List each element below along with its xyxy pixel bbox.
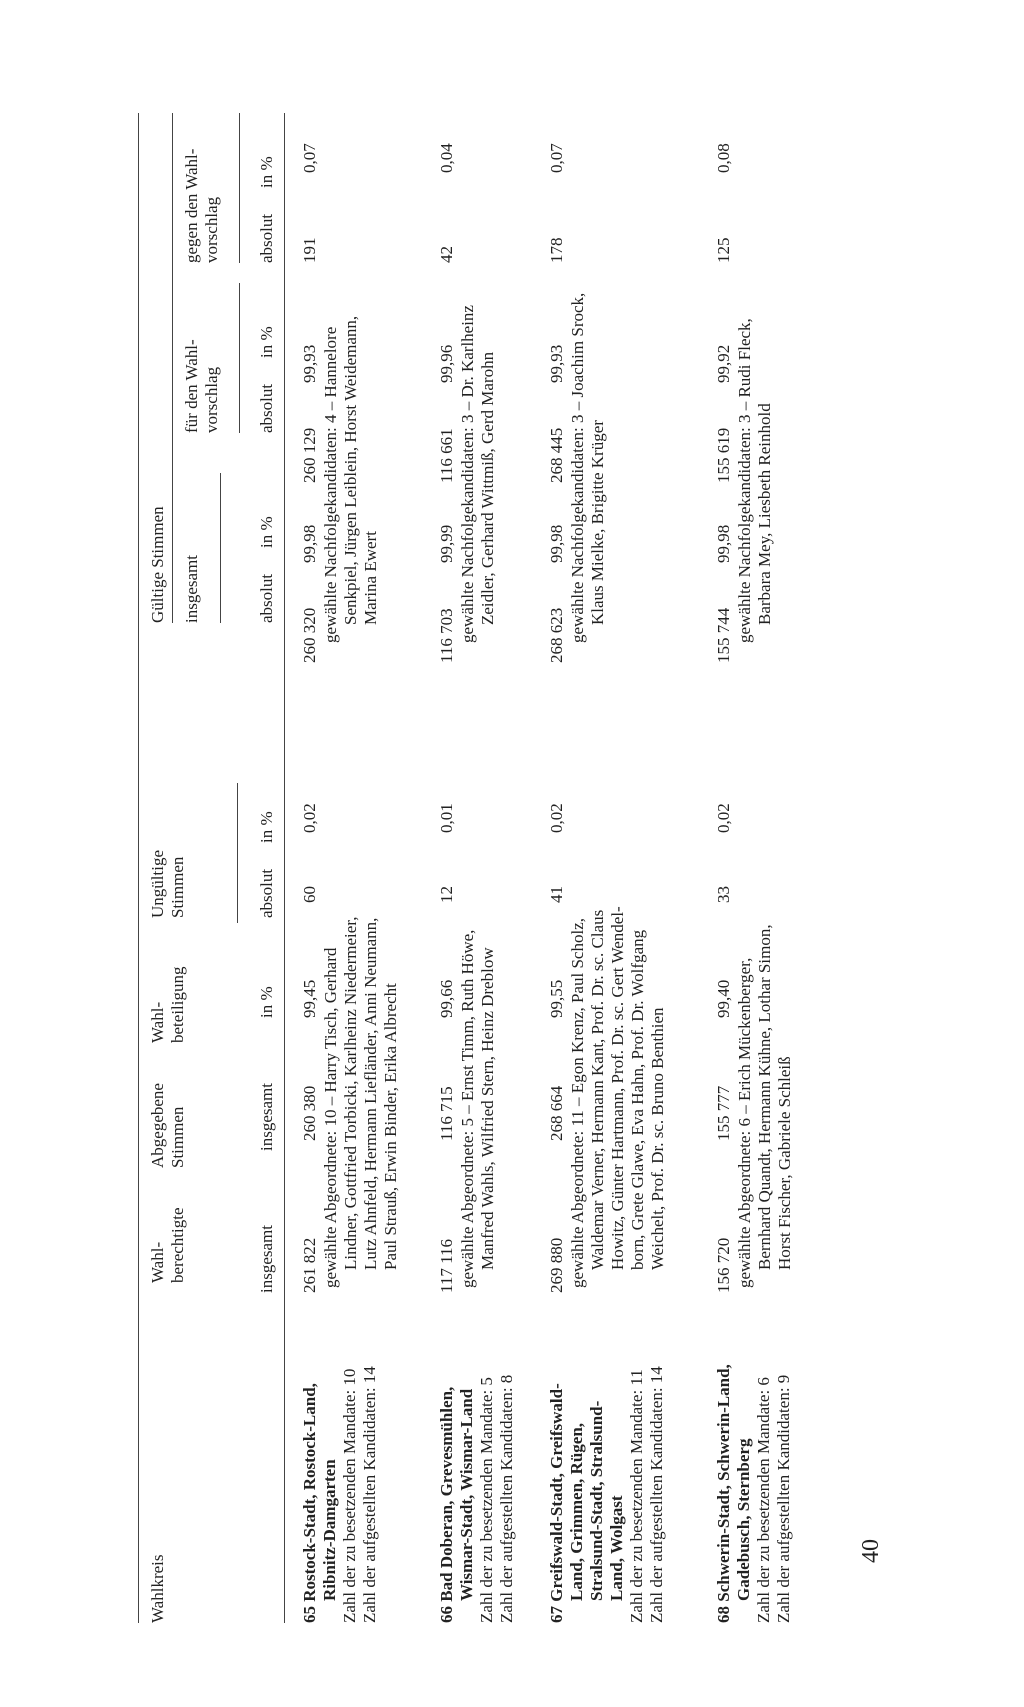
header-bottom-rule	[284, 113, 285, 1623]
row-65-wahlberechtigte: 261 822	[300, 1237, 319, 1293]
row-67-abgeordnete: gewählte Abgeordnete: 11 – Egon Krenz, Paul Scholz, Waldemar Verner, Hermann Kant, Prof. Dr. sc. Claus Howitz, Günter Hartmann, Prof. Dr. sc. Gert Wendel- born, Grete Glawe, Eva Hahn, Prof. Dr. Wolfgang Weichelt, Prof. Dr. sc. Bruno Benthien	[568, 906, 668, 1288]
row-65-gue-abs: 260 320	[300, 607, 319, 663]
sub-in-pct-5: in %	[257, 156, 276, 188]
row-67-wahlkreis: 67 Greifswald-Stadt, Greifswald- Land, Grimmen, Rügen, Stralsund-Stadt, Stralsund- Land, Wolgast Zahl der zu besetzenden Mandate: 11 Zahl der aufgestellten Kandidaten: 14	[547, 1366, 667, 1623]
row-65-ung-pct: 0,02	[300, 803, 319, 833]
row-68-fuer-abs: 155 619	[714, 427, 733, 483]
header-gueltige: Gültige Stimmen	[148, 506, 167, 623]
row-65-fuer-abs: 260 129	[300, 427, 319, 483]
row-68-abgeordnete: gewählte Abgeordnete: 6 – Erich Mückenberger, Bernhard Quandt, Hermann Kühne, Lothar Simon, Horst Fischer, Gabriele Schleiß	[735, 924, 795, 1288]
rule-gueltige-insgesamt	[220, 473, 221, 623]
row-66-wahlkreis: 66 Bad Doberan, Grevesmühlen, Wismar-Stadt, Wismar-Land Zahl der zu besetzenden Mandate: 5 Zahl der aufgestellten Kandidaten: 8	[437, 1374, 517, 1623]
sub-insgesamt-2: insgesamt	[257, 1083, 276, 1151]
row-65-gue-pct: 99,98	[300, 524, 319, 563]
row-66-beteiligung: 99,66	[437, 979, 456, 1018]
row-67-gegen-pct: 0,07	[547, 143, 566, 173]
rule-gegen	[239, 113, 240, 263]
row-66-nachfolge: gewählte Nachfolgekandidaten: 3 – Dr. Karlheinz Zeidler, Gerhard Wittmiß, Gerd Marohn	[458, 305, 498, 643]
row-65-nachfolge: gewählte Nachfolgekandidaten: 4 – Hannelore Senkpiel, Jürgen Leiblein, Horst Weidemann, Marina Ewert	[321, 315, 381, 643]
header-insgesamt-group: insgesamt	[182, 555, 201, 623]
row-66-fuer-abs: 116 661	[437, 428, 456, 483]
row-65-abgeordnete: gewählte Abgeordnete: 10 – Harry Tisch, Gerhard Lindner, Gottfried Torbicki, Karlheinz Niedermeier, Lutz Ahnfeld, Hermann Liefländer, Anni Neumann, Paul Strauß, Erwin Binder, Erika Albrecht	[321, 916, 401, 1288]
row-66-ung-abs: 12	[437, 886, 456, 903]
header-gegen: gegen den Wahl- vorschlag	[182, 148, 221, 263]
sub-in-pct-2: in %	[257, 811, 276, 843]
sub-insgesamt-1: insgesamt	[257, 1225, 276, 1293]
row-67-nachfolge: gewählte Nachfolgekandidaten: 3 – Joachim Srock, Klaus Mielke, Brigitte Krüger	[568, 292, 608, 643]
row-65-wahlkreis: 65 Rostock-Stadt, Rostock-Land, Ribnitz-Damgarten Zahl der zu besetzenden Mandate: 10 Zahl der aufgestellten Kandidaten: 14	[300, 1366, 380, 1623]
row-67-ung-abs: 41	[547, 886, 566, 903]
row-67-beteiligung: 99,55	[547, 979, 566, 1018]
row-67-fuer-pct: 99,93	[547, 344, 566, 383]
row-67-abgegebene: 268 664	[547, 1085, 566, 1141]
rotated-table-page	[132, 83, 892, 1623]
row-68-abgegebene: 155 777	[714, 1085, 733, 1141]
row-68-ung-pct: 0,02	[714, 803, 733, 833]
sub-in-pct-1: in %	[257, 986, 276, 1018]
row-68-wahlberechtigte: 156 720	[714, 1237, 733, 1293]
row-67-fuer-abs: 268 445	[547, 427, 566, 483]
row-68-gegen-pct: 0,08	[714, 143, 733, 173]
row-67-gue-abs: 268 623	[547, 607, 566, 663]
sub-absolut-4: absolut	[257, 213, 276, 263]
rule-fuer	[239, 283, 240, 433]
row-67-gue-pct: 99,98	[547, 524, 566, 563]
sub-absolut-1: absolut	[257, 868, 276, 918]
row-67-wahlberechtigte: 269 880	[547, 1237, 566, 1293]
row-65-ung-abs: 60	[300, 886, 319, 903]
header-abgegebene: Abgegebene Stimmen	[148, 1083, 187, 1168]
top-rule	[138, 113, 139, 1623]
row-68-gue-pct: 99,98	[714, 524, 733, 563]
row-66-gegen-abs: 42	[437, 246, 456, 263]
row-66-abgegebene: 116 715	[437, 1086, 456, 1141]
row-65-gegen-abs: 191	[300, 237, 319, 263]
row-66-ung-pct: 0,01	[437, 803, 456, 833]
row-65-beteiligung: 99,45	[300, 979, 319, 1018]
row-66-gegen-pct: 0,04	[437, 143, 456, 173]
sub-absolut-2: absolut	[257, 573, 276, 623]
row-68-nachfolge: gewählte Nachfolgekandidaten: 3 – Rudi Fleck, Barbara Mey, Liesbeth Reinhold	[735, 318, 775, 643]
page-number: 40	[858, 1539, 884, 1563]
sub-in-pct-3: in %	[257, 516, 276, 548]
row-68-gue-abs: 155 744	[714, 607, 733, 663]
header-wahlkreis: Wahlkreis	[148, 1554, 167, 1623]
row-65-abgegebene: 260 380	[300, 1085, 319, 1141]
header-fuer: für den Wahl- vorschlag	[182, 339, 221, 433]
row-65-fuer-pct: 99,93	[300, 344, 319, 383]
row-66-gue-pct: 99,99	[437, 524, 456, 563]
row-67-ung-pct: 0,02	[547, 803, 566, 833]
row-67-gegen-abs: 178	[547, 237, 566, 263]
sub-in-pct-4: in %	[257, 326, 276, 358]
row-68-wahlkreis: 68 Schwerin-Stadt, Schwerin-Land, Gadebusch, Sternberg Zahl der zu besetzenden Mandate: 6 Zahl der aufgestellten Kandidaten: 9	[714, 1364, 794, 1623]
row-66-gue-abs: 116 703	[437, 608, 456, 663]
row-66-abgeordnete: gewählte Abgeordnete: 5 – Ernst Timm, Ruth Höwe, Manfred Wahls, Wilfried Stern, Heinz Dreblow	[458, 929, 498, 1288]
rule-ungueltige	[237, 783, 238, 923]
row-65-gegen-pct: 0,07	[300, 143, 319, 173]
sub-absolut-3: absolut	[257, 383, 276, 433]
row-68-fuer-pct: 99,92	[714, 344, 733, 383]
row-68-beteiligung: 99,40	[714, 979, 733, 1018]
header-ungueltige: Ungültige Stimmen	[148, 850, 187, 918]
row-66-wahlberechtigte: 117 116	[437, 1239, 456, 1293]
row-66-fuer-pct: 99,96	[437, 344, 456, 383]
header-wahlberechtigte: Wahl- berechtigte	[148, 1207, 187, 1283]
row-68-gegen-abs: 125	[714, 237, 733, 263]
header-wahlbeteiligung: Wahl- beteiligung	[148, 966, 187, 1043]
rule-gueltige	[172, 113, 173, 623]
row-68-ung-abs: 33	[714, 886, 733, 903]
